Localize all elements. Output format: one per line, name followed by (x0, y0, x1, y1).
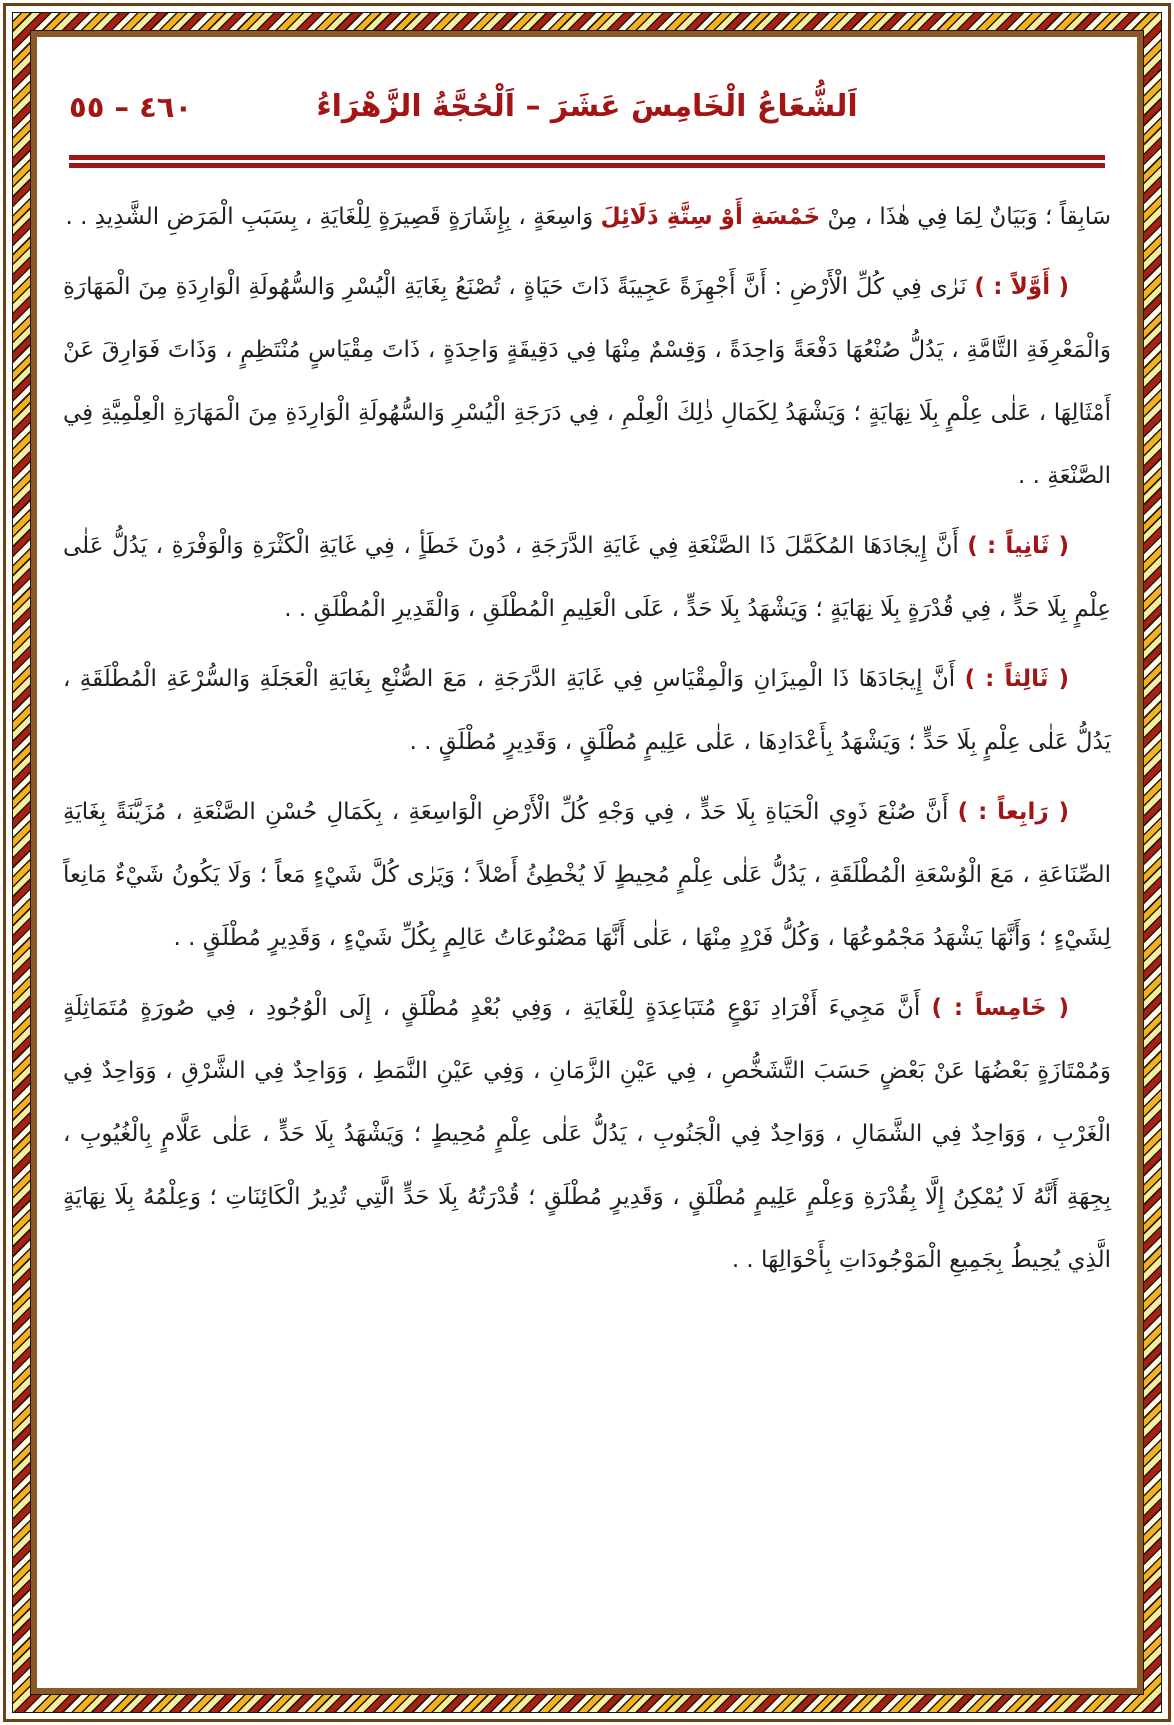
paragraph (63, 256, 1111, 508)
ornamental-chain-border (12, 12, 1162, 1713)
content-area (37, 37, 1137, 1688)
body-text (63, 186, 1111, 1292)
red-emphasis-text: خَمْسَةِ أَوْ سِتَّةِ دَلَائِلَ (600, 204, 821, 230)
text-run: أَنَّ مَجِيءَ أَفْرَادِ نَوْعٍ مُتَبَاعِدَةٍ لِلْغَايَةِ ، وَفِي بُعْدٍ مُطْلَقٍ ، إِلَى الْوُجُودِ ، فِي صُورَةٍ مُتَمَاثِلَةٍ وَمُمْتَازَةٍ بَعْضُهَا عَنْ بَعْضٍ حَسَبَ التَّشَخُّصِ ، فِي عَيْنِ الزَّمَانِ ، وَفِي عَيْنِ النَّمَطِ ، وَوَاحِدٌ فِي الشَّرْقِ ، وَوَاحِدٌ فِي الْغَرْبِ ، وَوَاحِدٌ فِي الشَّمَالِ ، وَوَاحِدٌ فِي الْجَنُوبِ ، يَدُلُّ عَلٰى عِلْمٍ مُحِيطٍ ؛ وَيَشْهَدُ بِلَا حَدٍّ ، عَلٰى عَلَّامٍ بِالْغُيُوبِ ، بِجِهَةِ أَنَّهُ لَا يُمْكِنُ إِلَّا بِقُدْرَةِ وَعِلْمٍ عَلِيمٍ مُطْلَقٍ ، وَقَدِيرٍ مُطْلَقٍ ؛ قُدْرَتُهُ بِلَا حَدٍّ الَّتِي تُدِيرُ الْكَائِنَاتِ ؛ وَعِلْمُهُ بِلَا نِهَايَةٍ الَّذِي يُحِيطُ بِجَمِيعِ الْمَوْجُودَاتِ بِأَحْوَالِهَا . . (63, 995, 1111, 1273)
red-emphasis-text: ( ثَالِثاً : ) (964, 666, 1069, 692)
red-emphasis-text: ( خَامِساً : ) (931, 995, 1069, 1021)
outer-border-line (3, 3, 1171, 1722)
page-number: ٤٦٠ – ٥٥ (69, 90, 193, 124)
paragraph (63, 977, 1111, 1292)
paragraph (63, 648, 1111, 774)
text-run: أَنَّ صُنْعَ ذَوِي الْحَيَاةِ بِلَا حَدٍّ ، فِي وَجْهِ كُلِّ الْأَرْضِ الْوَاسِعَةِ ، بِكَمَالِ حُسْنِ الصَّنْعَةِ ، مُزَيَّنَةً بِغَايَةِ الصِّنَاعَةِ ، مَعَ الْوُسْعَةِ الْمُطْلَقَةِ ، يَدُلُّ عَلٰى عِلْمٍ مُحِيطٍ لَا يُخْطِئُ أَصْلاً ؛ وَيَرٰى كُلَّ شَيْءٍ مَعاً ؛ وَلَا يَكُونُ شَيْءٌ مَانِعاً لِشَيْءٍ ؛ وَأَنَّهَا يَشْهَدُ مَجْمُوعُهَا ، وَكُلُّ فَرْدٍ مِنْهَا ، عَلٰى أَنَّهَا مَصْنُوعَاتُ عَالِمٍ بِكُلِّ شَيْءٍ ، وَقَدِيرٍ مُطْلَقٍ . . (63, 799, 1111, 951)
text-run: وَاسِعَةٍ ، بِإِشَارَةٍ قَصِيرَةٍ لِلْغَايَةِ ، بِسَبَبِ الْمَرَضِ الشَّدِيدِ . . (65, 204, 601, 230)
chain-inner-edge (30, 30, 1144, 1695)
brown-inner-border (31, 31, 1143, 1694)
text-run: سَابِقاً ؛ وَبَيَانٌ لِمَا فِي هٰذَا ، مِنْ (820, 204, 1111, 230)
header-divider (69, 155, 1105, 168)
text-run: أَنَّ إِيجَادَهَا المُكَمَّلَ ذَا الصَّنْعَةِ فِي غَايَةِ الدَّرَجَةِ ، دُونَ خَطَأٍ ، فِي غَايَةِ الْكَثْرَةِ وَالْوَفْرَةِ ، يَدُلُّ عَلٰى عِلْمٍ بِلَا حَدٍّ ، فِي قُدْرَةٍ بِلَا نِهَايَةٍ ؛ وَيَشْهَدُ بِلَا حَدٍّ ، عَلَى الْعَلِيمِ الْمُطْلَقِ ، وَالْقَدِيرِ الْمُطْلَقِ . . (63, 533, 1111, 622)
paragraph (63, 186, 1111, 249)
page-header (63, 77, 1111, 141)
page-title: اَلشُّعَاعُ الْخَامِسَ عَشَرَ – اَلْحُجَّةُ الزَّهْرَاءُ (316, 89, 858, 124)
paragraph (63, 781, 1111, 970)
paragraph (63, 515, 1111, 641)
red-emphasis-text: ( أَوَّلاً : ) (974, 274, 1069, 300)
text-run: أَنَّ إِيجَادَهَا ذَا الْمِيزَانِ وَالْمِقْيَاسِ فِي غَايَةِ الدَّرَجَةِ ، مَعَ الصُّنْعِ بِغَايَةِ الْعَجَلَةِ وَالسُّرْعَةِ الْمُطْلَقَةِ ، يَدُلُّ عَلٰى عِلْمٍ بِلَا حَدٍّ ؛ وَيَشْهَدُ بِأَعْدَادِهَا ، عَلٰى عَلِيمٍ مُطْلَقٍ ، وَقَدِيرٍ مُطْلَقٍ . . (63, 666, 1111, 755)
red-emphasis-text: ( ثَانِياً : ) (967, 533, 1069, 559)
text-run: نَرٰى فِي كُلِّ الْأَرْضِ : أَنَّ أَجْهِزَةً عَجِيبَةً ذَاتَ حَيَاةٍ ، تُصْنَعُ بِغَايَةِ الْيُسْرِ وَالسُّهُولَةِ الْوَارِدَةِ مِنَ الْمَهَارَةِ وَالْمَعْرِفَةِ التَّامَّةِ ، يَدُلُّ صُنْعُهَا دَفْعَةً وَاحِدَةً ، وَقِسْمٌ مِنْهَا فِي دَقِيقَةٍ وَاحِدَةٍ ، ذَاتَ مِقْيَاسٍ مُنْتَظِمٍ ، وَذَاتَ فَوَارِقَ عَنْ أَمْثَالِهَا ، عَلٰى عِلْمٍ بِلَا نِهَايَةٍ ؛ وَيَشْهَدُ لِكَمَالِ ذٰلِكَ الْعِلْمِ ، فِي دَرَجَةِ الْيُسْرِ وَالسُّهُولَةِ الْوَارِدَةِ مِنَ الْمَهَارَةِ الْعِلْمِيَّةِ فِي الصَّنْعَةِ . . (63, 274, 1111, 489)
red-emphasis-text: ( رَابِعاً : ) (957, 799, 1070, 825)
